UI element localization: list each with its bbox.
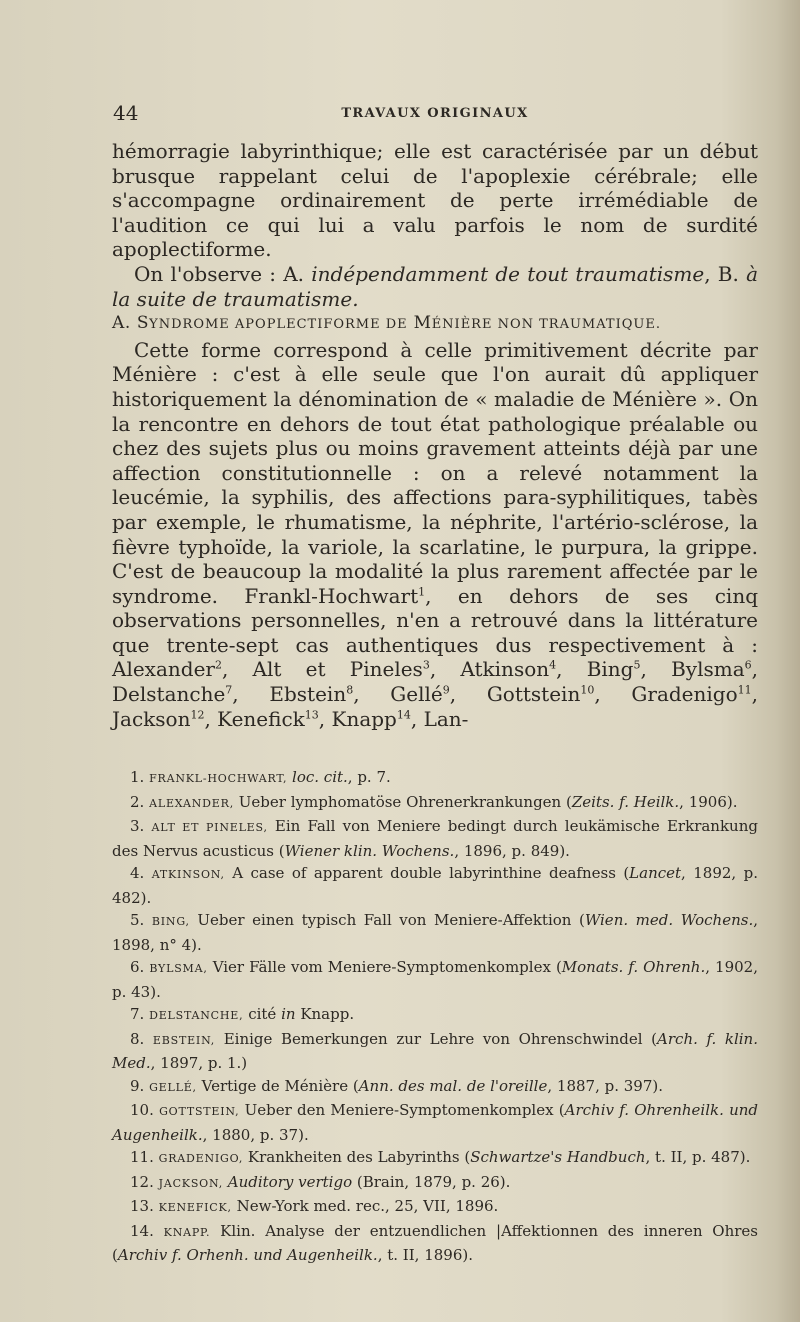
section-heading [112, 311, 758, 338]
footnote-1 [112, 766, 758, 791]
footnote-2 [112, 791, 758, 816]
footnote-6 [112, 956, 758, 1003]
section-cap-1: S [136, 313, 150, 334]
footnote-author: GELLÉ, [149, 1080, 197, 1094]
footnote-ref-10[interactable]: 10 [580, 683, 595, 697]
footnote-number: 1. [130, 768, 150, 786]
main-text-5: , Bing [556, 657, 634, 682]
footnote-author: GRADENIGO, [158, 1152, 244, 1165]
footnote-title: Monats. f. Ohrenh. [561, 958, 706, 976]
running-title: TRAVAUX ORIGINAUX [341, 106, 529, 121]
category-b: à la suite de traumatisme. [112, 261, 759, 311]
running-header [110, 101, 760, 125]
footnote-title: Archiv f. Orhenh. und Augenheilk. [117, 1246, 378, 1264]
footnote-title: in [281, 1005, 296, 1023]
main-text-8: , Ebstein [232, 682, 347, 707]
footnote-7 [112, 1003, 758, 1028]
footnote-text: A case of apparent double labyrinthine deafness ( [224, 864, 630, 882]
section-smallcaps-1: YNDROME APOPLECTIFORME DE [149, 317, 408, 333]
footnote-title: Arch. f. klin. Med. [112, 1029, 758, 1072]
footnote-number: 13. [130, 1197, 159, 1215]
category-a: indépendamment de tout traumatisme [311, 261, 705, 286]
page-number: 44 [113, 101, 139, 125]
footnote-ref-14[interactable]: 14 [396, 708, 411, 721]
classification-start: On l'observe : A. [134, 261, 305, 286]
body-text [112, 139, 758, 731]
footnote-text: Einige Bemerkungen zur Lehre von Ohrenschwindel ( [215, 1029, 658, 1048]
footnote-title: Ann. des mal. de l'oreille [358, 1076, 548, 1095]
footnote-4 [112, 862, 758, 909]
footnote-author: JACKSON, [158, 1176, 223, 1190]
footnote-3 [112, 815, 758, 862]
footnote-ref-7[interactable]: 7 [225, 683, 233, 697]
footnote-text: New-York med. rec., 25, VII, 1896. [231, 1197, 499, 1215]
footnote-5 [112, 909, 758, 956]
main-text-6: , Bylsma [640, 657, 745, 682]
footnote-title: Lancet [629, 864, 682, 882]
footnote-ref-5[interactable]: 5 [633, 658, 641, 672]
footnote-text: , 1880, p. 37). [202, 1125, 309, 1144]
footnote-number: 8. [130, 1029, 153, 1048]
footnote-text: , p. 7. [347, 768, 391, 786]
footnote-ref-1[interactable]: 1 [418, 585, 426, 599]
footnote-number: 12. [130, 1172, 159, 1191]
main-paragraph [112, 338, 758, 732]
classification-paragraph [112, 262, 758, 311]
footnote-text: Klin. Analyse der entzuendlichen |Affektionnen des inneren Ohres ( [112, 1221, 759, 1264]
footnote-text: Vertige de Ménière ( [196, 1076, 359, 1095]
footnote-text: Knapp. [295, 1005, 355, 1023]
footnote-author: KNAPP. [163, 1225, 211, 1239]
footnote-12 [112, 1171, 758, 1196]
main-text-1: Cette forme correspond à celle primitivement décrite par Ménière : c'est à elle seule que l'on aurait dû appliquer historiquement la dénomination de « maladie de Ménière ». On la rencontre en dehors de tout état pathologique préalable ou chez des sujets plus ou moins gravement atteints déjà par une affection constitutionnelle : on a relevé notamment la leucémie, la syphilis, des affections para-syphilitiques, tabès par exemple, le rhumatisme, la néphrite, l'artério-sclérose, la fièvre typhoïde, la variole, la scarlatine, le purpura, la grippe. C'est de beaucoup la modalité la plus rarement affectée par le syndrome. Frankl-Hochwart [112, 337, 758, 608]
footnote-8 [112, 1028, 758, 1075]
main-text-14: , Knapp [318, 706, 397, 731]
footnote-author: BING, [151, 915, 190, 928]
main-text-4: , Atkinson [429, 657, 550, 682]
section-cap-2: M [413, 313, 432, 334]
footnote-11 [112, 1146, 758, 1171]
footnote-ref-8[interactable]: 8 [346, 683, 354, 697]
footnote-number: 3. [130, 817, 152, 835]
footnote-ref-9[interactable]: 9 [442, 683, 450, 697]
footnote-ref-11[interactable]: 11 [737, 683, 752, 697]
footnote-title: Archiv f. Ohrenheilk. und Augenheilk. [112, 1101, 758, 1144]
footnote-text: Ein Fall von Meniere bedingt durch leukämische Erkrankung des Nervus acusticus ( [112, 817, 758, 860]
footnote-text: , 1898, n° 4). [112, 911, 758, 954]
footnote-number: 10. [130, 1101, 160, 1119]
footnote-ref-13[interactable]: 13 [304, 708, 319, 721]
main-text-2: , en dehors de ses cinq observations personnelles, n'en a retrouvé dans la littérature que trente-sept cas authentiques dus respectivement à : Alexander [112, 583, 758, 682]
main-text-7: , Delstanche [112, 657, 758, 707]
footnote-number: 6. [130, 958, 150, 976]
footnote-text: , 1892, p. 482). [112, 864, 758, 907]
footnote-author: BYLSMA, [149, 962, 208, 975]
footnote-14 [112, 1220, 758, 1267]
footnote-10 [112, 1099, 758, 1146]
main-text-10: , Gottstein [449, 682, 581, 707]
footnote-author: FRANKL-HOCHWART, [149, 772, 288, 785]
classification-mid: , B. [704, 261, 739, 286]
footnote-text: , 1897, p. 1.) [150, 1054, 248, 1072]
section-letter: A. [112, 313, 131, 334]
footnote-number: 11. [130, 1148, 159, 1166]
main-text-9: , Gellé [353, 682, 443, 707]
footnote-text: Ueber den Meniere-Symptomenkomplex ( [239, 1101, 565, 1119]
main-text-12: , Jackson [112, 682, 758, 731]
footnote-title: Zeits. f. Heilk. [571, 792, 680, 811]
section-smallcaps-2: ÉNIÈRE NON TRAUMATIQUE. [431, 317, 661, 333]
footnote-author: KENEFICK, [158, 1201, 232, 1214]
footnote-number: 9. [130, 1076, 150, 1095]
footnote-author: DELSTANCHE, [149, 1009, 244, 1022]
footnote-ref-12[interactable]: 12 [190, 708, 205, 721]
footnote-text: , t. II, p. 487). [645, 1148, 751, 1166]
footnote-author: GOTTSTEIN, [159, 1105, 240, 1118]
footnote-text: , 1906). [679, 792, 738, 811]
footnote-title: Wien. med. Wochens. [584, 911, 754, 929]
footnote-number: 14. [130, 1221, 164, 1240]
footnote-author: ALEXANDER, [149, 796, 235, 810]
footnote-number: 4. [130, 864, 152, 882]
footnote-author: ATKINSON, [151, 868, 225, 881]
footnote-text: cité [243, 1005, 282, 1023]
footnote-title: Schwartze's Handbuch [470, 1148, 646, 1166]
footnote-text: , 1902, p. 43). [112, 958, 758, 1001]
main-text-15: , Lan- [410, 706, 469, 731]
footnote-ref-2[interactable]: 2 [214, 658, 222, 672]
main-text-11: , Gradenigo [594, 682, 738, 707]
footnote-number: 2. [130, 792, 150, 811]
footnote-ref-6[interactable]: 6 [744, 658, 752, 672]
footnote-number: 5. [130, 911, 152, 929]
footnote-text: , 1896, p. 849). [454, 841, 570, 860]
footnote-author: ALT ET PINELES, [151, 821, 268, 834]
footnote-number: 7. [130, 1005, 150, 1023]
footnote-ref-4[interactable]: 4 [549, 658, 557, 672]
footnote-title: loc. cit. [292, 768, 348, 786]
footnote-text: , t. II, 1896). [377, 1246, 473, 1264]
main-text-3: , Alt et Pineles [221, 657, 423, 682]
main-text-13: , Kenefick [204, 706, 305, 731]
footnotes [112, 766, 758, 1267]
footnote-text: Vier Fälle vom Meniere-Symptomenkomplex ( [207, 958, 562, 976]
footnote-9 [112, 1075, 758, 1100]
footnote-title: Auditory vertigo [227, 1172, 353, 1191]
footnote-author: EBSTEIN, [152, 1033, 216, 1047]
footnote-text: Ueber einen typisch Fall von Meniere-Affektion ( [189, 911, 585, 929]
footnote-ref-3[interactable]: 3 [422, 658, 430, 672]
footnote-text: Krankheiten des Labyrinths ( [243, 1148, 471, 1166]
footnote-13 [112, 1195, 758, 1220]
intro-paragraph: hémorragie labyrinthique; elle est caractérisée par un début brusque rappelant celui de l'apoplexie cérébrale; elle s'accompagne ordinairement de perte irrémédiable de l'audition ce qui lui a valu parfois le nom de surdité apoplectiforme. [112, 139, 758, 262]
footnote-text: (Brain, 1879, p. 26). [352, 1172, 511, 1191]
footnote-text: , 1887, p. 397). [547, 1076, 663, 1095]
footnote-text: Ueber lymphomatöse Ohrenerkrankungen ( [234, 792, 572, 811]
footnote-title: Wiener klin. Wochens. [284, 841, 455, 860]
